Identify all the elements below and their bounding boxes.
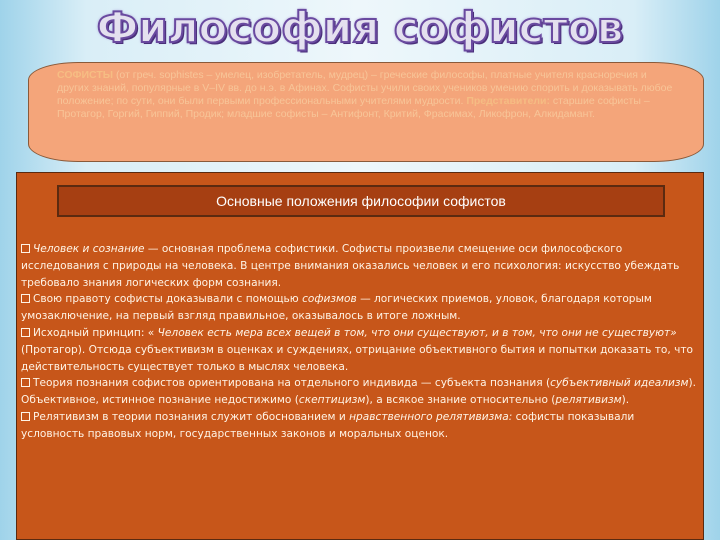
paragraph-p4	[21, 375, 699, 409]
intro-representatives-label: Представители:	[466, 95, 550, 107]
paragraph-p1	[21, 241, 699, 291]
checkbox-bullet-icon	[21, 328, 30, 337]
paragraph-p3	[21, 325, 699, 375]
paragraph-segment: софисты показывали условность правовых норм, государственных законов и моральных оценок.	[21, 410, 635, 440]
checkbox-bullet-icon	[21, 412, 30, 421]
intro-term: СОФИСТЫ	[57, 69, 114, 81]
paragraph-p2	[21, 291, 699, 325]
paragraph-segment: Теория познания софистов ориентирована на отдельного индивида — субъекта познания (	[33, 377, 551, 390]
main-panel	[16, 172, 704, 540]
paragraph-segment: Человек есть мера всех вещей в том, что они существуют, и в том, что они не существуют»	[157, 326, 677, 339]
paragraph-segment: релятивизм	[555, 394, 622, 407]
paragraph-segment: ). Объективное, истинное познание недостижимо (	[21, 377, 696, 407]
intro-representatives: старшие софисты – Протагор, Горгий, Гиппий, Продик; младшие софисты – Антифонт, Критий, Фрасимах, Ликофрон, Алкидамант.	[57, 95, 650, 120]
paragraph-p5	[21, 409, 699, 443]
intro-callout	[28, 62, 704, 162]
paragraph-segment: Исходный принцип: «	[33, 326, 158, 339]
paragraph-segment: — основная проблема софистики. Софисты произвели смещение оси философского исследования с природы на человека. В центре внимания оказались человек и его психология: искусство убеждать требовало знания логических форм сознания.	[21, 243, 680, 289]
checkbox-bullet-icon	[21, 378, 30, 387]
intro-definition: (от греч. sophistes – умелец, изобретатель, мудрец) – греческие философы, платные учителя красноречия и других знаний, популярные в V–IV вв. до н.э. в Афинах. Софисты учили своих учеников умению спорить и доказывать любое положение; по сути, они были первыми профессиональными учителями мудрости.	[57, 69, 673, 107]
paragraph-segment: Свою правоту софисты доказывали с помощью	[33, 293, 303, 306]
intro-text	[57, 69, 675, 121]
checkbox-bullet-icon	[21, 244, 30, 253]
slide-title: Философия софистов	[96, 3, 624, 52]
paragraph-segment: ), а всякое знание относительно (	[365, 394, 556, 407]
content-body	[21, 241, 699, 443]
paragraph-segment: (Протагор). Отсюда субъективизм в оценках и суждениях, отрицание объективного бытия и попытки доказать то, что действительность существует только в мыслях человека.	[21, 343, 694, 373]
paragraph-segment: субъективный идеализм	[550, 377, 689, 390]
paragraph-segment: — логических приемов, уловок, благодаря которым умозаключение, на первый взгляд правильное, оказывалось в итоге ложным.	[21, 293, 652, 323]
paragraph-segment: ).	[621, 394, 630, 407]
section-heading: Основные положения философии софистов	[57, 185, 665, 217]
paragraph-segment: нравственного релятивизма:	[349, 410, 513, 423]
paragraph-segment: скептицизм	[298, 394, 366, 407]
checkbox-bullet-icon	[21, 294, 30, 303]
paragraph-segment: софизмов	[302, 293, 357, 306]
paragraph-segment: Человек и сознание	[33, 243, 145, 255]
paragraph-segment: Релятивизм в теории познания служит обоснованием и	[33, 410, 350, 423]
